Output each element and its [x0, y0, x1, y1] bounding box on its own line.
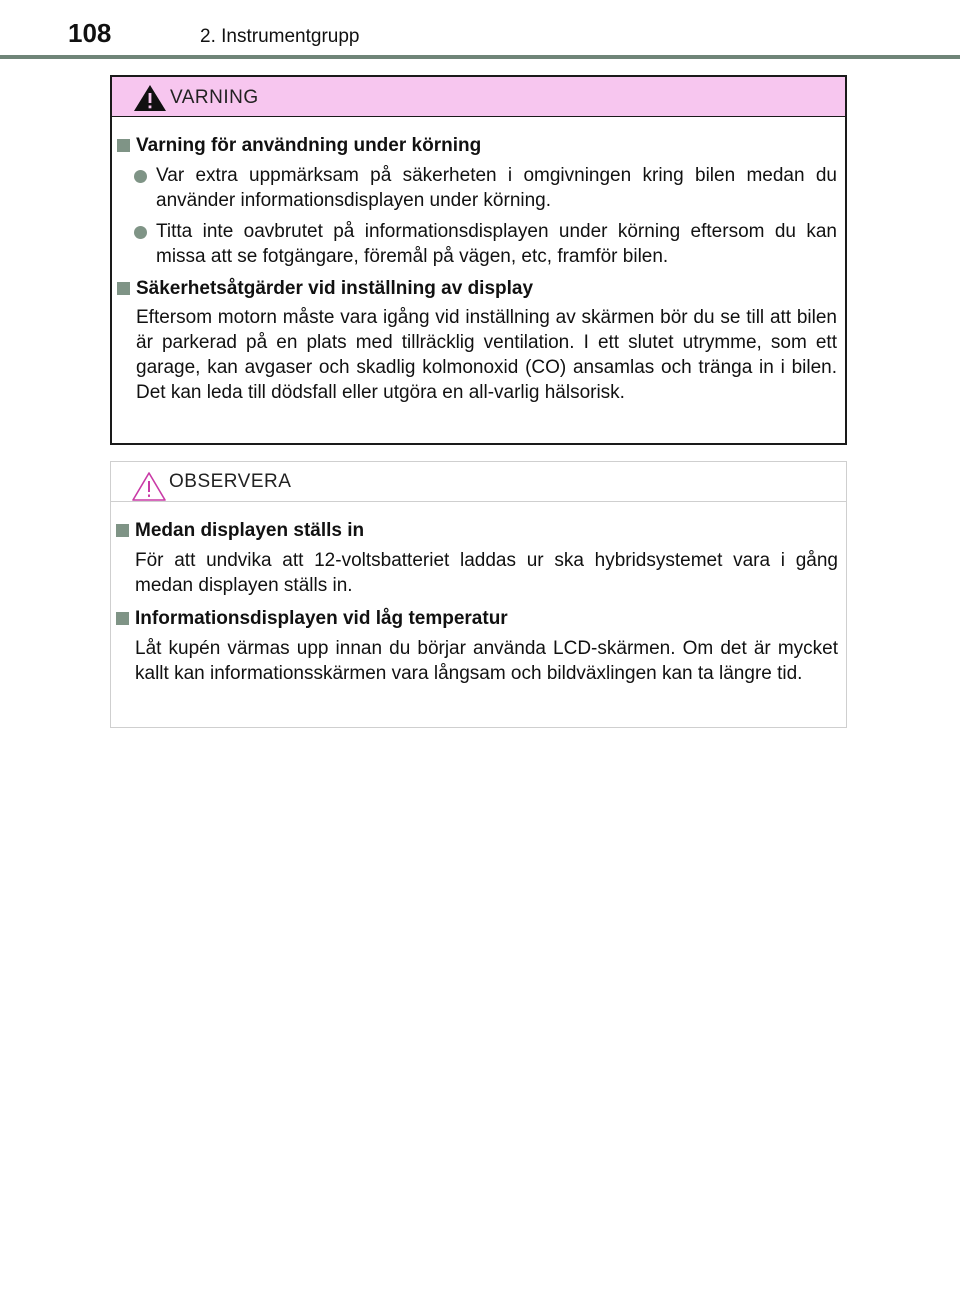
section-paragraph: Låt kupén värmas upp innan du börjar använda LCD-skärmen. Om det är mycket kallt kan informationsskärmen vara långsam och bildväxlingen kan ta längre tid. — [135, 638, 838, 684]
bullet-text: Var extra uppmärksam på säkerheten i omgivningen kring bilen medan du använder informationsdisplayen under körning. — [156, 165, 837, 211]
warning-box-header — [112, 77, 845, 117]
bullet-item — [112, 219, 837, 269]
section-paragraph: Eftersom motorn måste vara igång vid inställning av skärmen bör du se till att bilen är parkerad på en plats med tillräcklig ventilation. I ett slutet utrymme, som ett garage, kan avgaser och skadlig kolmonoxid (CO) ansamlas och tränga in i bilen. Det kan leda till dödsfall eller utgöra en all-varlig hälsorisk. — [136, 307, 837, 403]
section-heading — [111, 606, 838, 632]
section-heading — [112, 133, 837, 159]
square-bullet-icon — [116, 524, 129, 537]
circle-bullet-icon — [134, 226, 147, 239]
square-bullet-icon — [117, 139, 130, 152]
warning-body — [112, 117, 845, 405]
warning-triangle-icon — [132, 83, 168, 113]
circle-bullet-icon — [134, 170, 147, 183]
notice-box-header — [111, 462, 846, 502]
square-bullet-icon — [116, 612, 129, 625]
section-heading-text: Varning för användning under körning — [136, 135, 482, 156]
notice-body — [111, 502, 846, 686]
square-bullet-icon — [117, 282, 130, 295]
section-paragraph: För att undvika att 12-voltsbatteriet laddas ur ska hybridsystemet vara i gång medan displayen ställs in. — [135, 550, 838, 596]
bullet-text: Titta inte oavbrutet på informationsdisplayen under körning eftersom du kan missa att se fotgängare, föremål på vägen, etc, framför bilen. — [156, 221, 837, 267]
section-heading-text: Informationsdisplayen vid låg temperatur — [135, 608, 508, 629]
warning-title: VARNING — [170, 87, 259, 108]
bullet-item — [112, 163, 837, 213]
section-heading-text: Säkerhetsåtgärder vid inställning av display — [136, 278, 534, 299]
page-header — [0, 0, 960, 60]
notice-box — [110, 461, 847, 728]
chapter-title: 2. Instrumentgrupp — [200, 26, 360, 47]
section-heading — [111, 518, 838, 544]
section-heading — [112, 276, 837, 302]
header-rule — [0, 55, 960, 59]
section-heading-text: Medan displayen ställs in — [135, 520, 365, 541]
notice-title: OBSERVERA — [169, 471, 292, 492]
caution-triangle-outline-icon — [131, 470, 167, 502]
page-number: 108 — [68, 18, 112, 48]
warning-box — [110, 75, 847, 445]
